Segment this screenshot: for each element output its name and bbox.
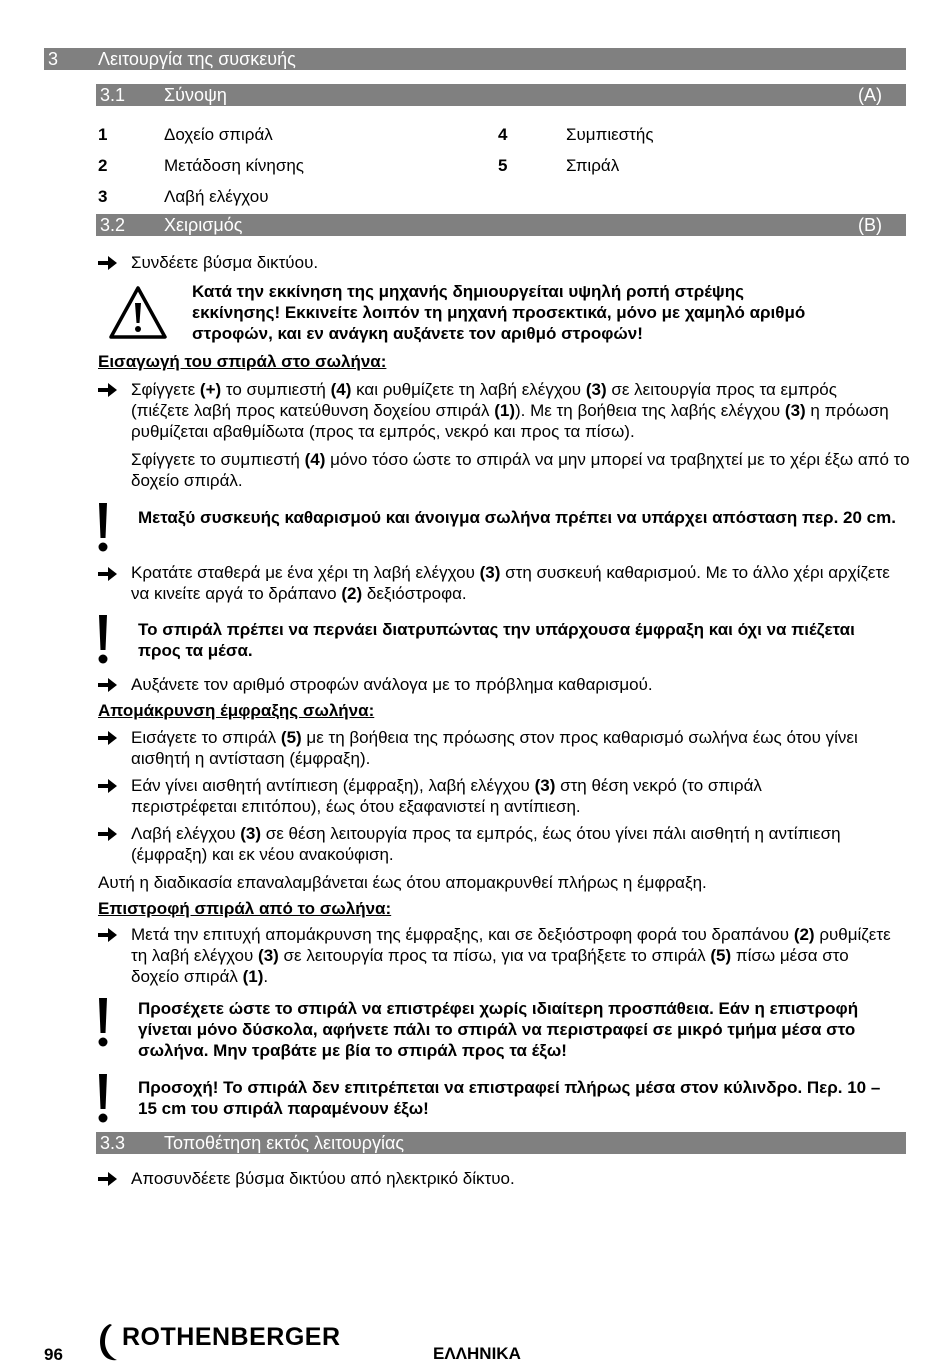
remove-step: Εισάγετε το σπιράλ (5) με τη βοήθεια της πρόωσης στον προς καθαρισμό σωλήνα έως ότου γίνει αισθητή η αντίσταση (έμφραξη).	[131, 728, 858, 768]
decommission-step: Αποσυνδέετε βύσμα δικτύου από ηλεκτρικό δίκτυο.	[131, 1169, 515, 1188]
note-return: Προσέχετε ώστε το σπιράλ να επιστρέφει χωρίς ιδιαίτερη προσπάθεια. Εάν η επιστροφή γίνεται μόνο δύσκολα, αφήνετε πάλι το σπιράλ να περιστραφεί σε μικρό τμήμα μέσα στο σωλήνα. Μην τραβάτε με βία το σπιράλ προς τα έξω!	[138, 999, 859, 1060]
arrow-right-icon	[98, 566, 118, 582]
remove-step: Λαβή ελέγχου (3) σε θέση λειτουργία προς τα εμπρός, έως ότου γίνει πάλι αισθητή η αντίπιεση (έμφραξη) και εκ νέου ανακούφιση.	[131, 824, 841, 864]
brand-logo: ROTHENBERGER	[122, 1323, 341, 1351]
arrow-right-icon	[98, 255, 118, 271]
arrow-right-icon	[98, 677, 118, 693]
remove-step: Εάν γίνει αισθητή αντίπιεση (έμφραξη), λαβή ελέγχου (3) στη θέση νεκρό (το σπιράλ περιστρέφεται επιτόπου), έως ότου εξαφανιστεί η αντίπιεση.	[131, 776, 762, 816]
return-step: Μετά την επιτυχή απομάκρυνση της έμφραξης, και σε δεξιόστροφη φορά του δραπάνου (2) ρυθμίζετε τη λαβή ελέγχου (3) σε λειτουργία προς τα πίσω, για να τραβήξετε το σπιράλ (5) πίσω μέσα στο δοχείο σπιράλ (1).	[131, 925, 891, 986]
exclamation-icon	[96, 615, 110, 665]
speed-step: Αυξάνετε τον αριθμό στροφών ανάλογα με το πρόβλημα καθαρισμού.	[131, 675, 653, 694]
exclamation-icon	[96, 503, 110, 553]
exclamation-icon	[96, 1074, 110, 1124]
subsection-number: 3.1	[100, 85, 126, 105]
repeat-text: Αυτή η διαδικασία επαναλαμβάνεται έως ότου απομακρυνθεί πλήρως η έμφραξη.	[98, 873, 707, 892]
section-header	[44, 48, 906, 70]
arrow-right-icon	[98, 826, 118, 842]
note-penetrate: Το σπιράλ πρέπει να περνάει διατρυπώντας την υπάρχουσα έμφραξη και όχι να πιέζεται προς τα μέσα.	[138, 620, 855, 660]
list-item-number: 1	[98, 125, 108, 144]
arrow-right-icon	[98, 1171, 118, 1187]
list-item-number: 5	[498, 156, 508, 175]
insert-paragraph-2: Σφίγγετε το συμπιεστή (4) μόνο τόσο ώστε το σπιράλ να μην μπορεί να τραβηχτεί με το χέρι έξω από το δοχείο σπιράλ.	[131, 450, 910, 490]
subsection-title: Σύνοψη	[164, 85, 227, 105]
list-item-label: Δοχείο σπιράλ	[164, 125, 273, 144]
insert-paragraph-1: Σφίγγετε (+) το συμπιεστή (4) και ρυθμίζετε τη λαβή ελέγχου (3) σε λειτουργία προς τα εμπρός (πιέζετε λαβή προς κατεύθυνση δοχείου σπιράλ (1)). Με τη βοήθεια της λαβής ελέγχου (3) η πρόωση ρυθμίζεται αβαθμίδωτα (προς τα εμπρός, νεκρό και προς τα πίσω).	[131, 380, 889, 441]
brand-swoosh-icon	[96, 1322, 118, 1362]
list-item-label: Σπιράλ	[566, 156, 620, 175]
note-caution: Προσοχή! Το σπιράλ δεν επιτρέπεται να επιστραφεί πλήρως μέσα στον κύλινδρο. Περ. 10 – 15 cm του σπιράλ παραμένουν έξω!	[138, 1078, 881, 1118]
hold-step: Κρατάτε σταθερά με ένα χέρι τη λαβή ελέγχου (3) στη συσκευή καθαρισμού. Με το άλλο χέρι αρχίζετε να κινείτε αργά το δράπανο (2) δεξιόστροφα.	[131, 563, 890, 603]
subsection-header-decommission	[96, 1132, 906, 1154]
arrow-right-icon	[98, 382, 118, 398]
subsection-number: 3.2	[100, 215, 126, 235]
step-plug-in: Συνδέετε βύσμα δικτύου.	[131, 253, 319, 272]
list-item-label: Λαβή ελέγχου	[164, 187, 269, 206]
list-item-number: 4	[498, 125, 508, 144]
subsection-number: 3.3	[100, 1133, 126, 1153]
language-label: ΕΛΛΗΝΙΚΑ	[433, 1344, 521, 1363]
arrow-right-icon	[98, 927, 118, 943]
subsection-header-operation	[96, 214, 906, 236]
warning-triangle-icon	[108, 285, 168, 341]
subsection-title: Τοποθέτηση εκτός λειτουργίας	[164, 1133, 405, 1153]
list-item-number: 2	[98, 156, 108, 175]
warning-line: Κατά την εκκίνηση της μηχανής δημιουργείται υψηλή ροπή στρέψης	[192, 282, 744, 301]
exclamation-icon	[96, 998, 110, 1048]
insert-heading: Εισαγωγή του σπιράλ στο σωλήνα:	[98, 352, 387, 371]
return-heading: Επιστροφή σπιράλ από το σωλήνα:	[98, 899, 392, 918]
section-number: 3	[48, 49, 59, 69]
remove-heading: Απομάκρυνση έμφραξης σωλήνα:	[98, 701, 375, 720]
list-item-label: Μετάδοση κίνησης	[164, 156, 305, 175]
figure-ref: (B)	[858, 215, 882, 235]
arrow-right-icon	[98, 778, 118, 794]
note-distance: Μεταξύ συσκευής καθαρισμού και άνοιγμα σωλήνα πρέπει να υπάρχει απόσταση περ. 20 cm.	[138, 508, 896, 527]
arrow-right-icon	[98, 730, 118, 746]
list-item-label: Συμπιεστής	[566, 125, 654, 144]
section-title: Λειτουργία της συσκευής	[98, 49, 296, 69]
figure-ref: (A)	[858, 85, 882, 105]
subsection-title: Χειρισμός	[164, 215, 243, 235]
page-number: 96	[44, 1345, 63, 1364]
warning-line: στροφών, και εν ανάγκη αυξάνετε τον αριθμό στροφών!	[192, 324, 643, 343]
warning-line: εκκίνησης! Εκκινείτε λοιπόν τη μηχανή προσεκτικά, μόνο με χαμηλό αριθμό	[192, 303, 806, 322]
list-item-number: 3	[98, 187, 108, 206]
subsection-header-overview	[96, 84, 906, 106]
